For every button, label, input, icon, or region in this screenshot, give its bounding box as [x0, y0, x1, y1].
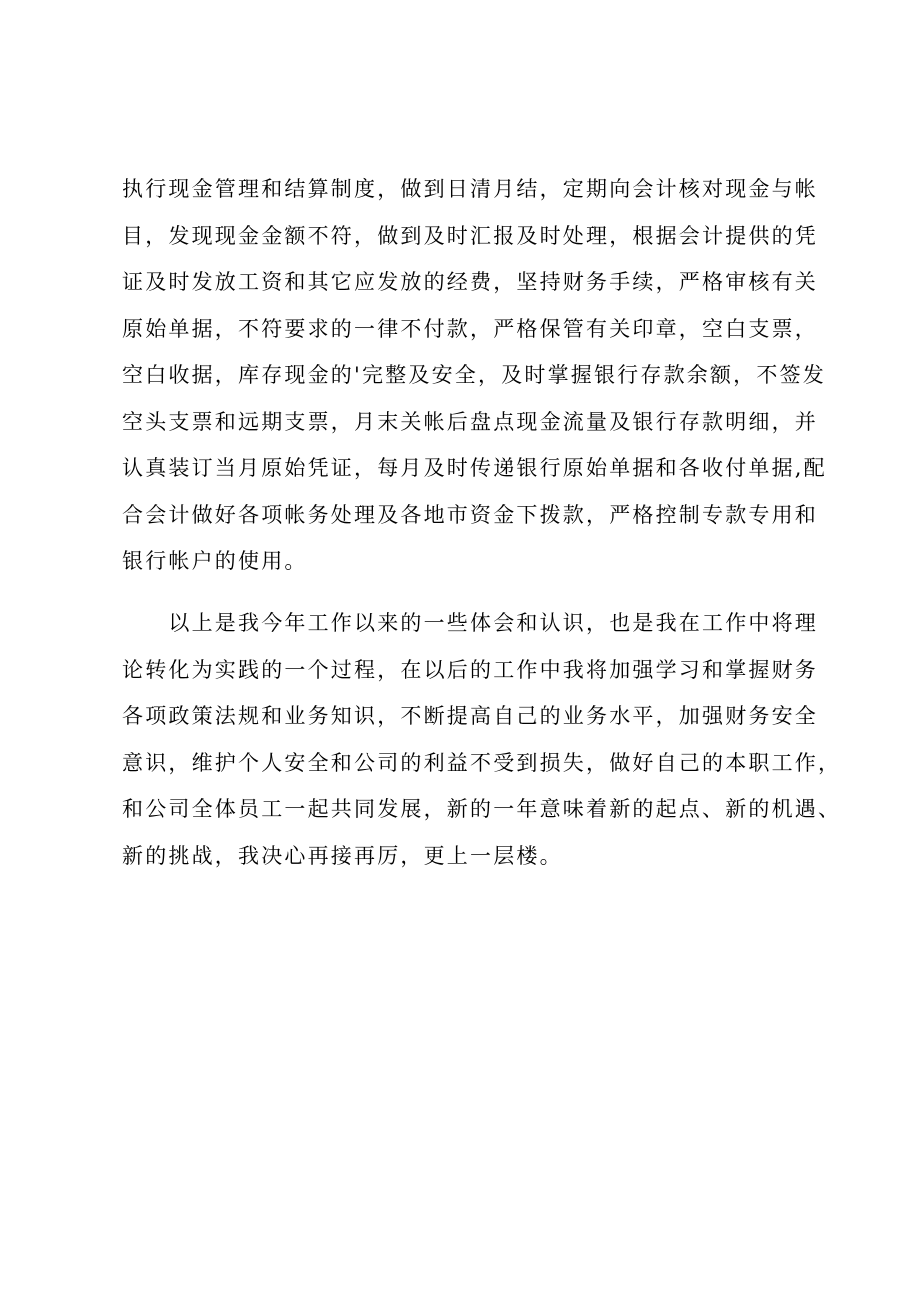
paragraph-line: 论转化为实践的一个过程，在以后的工作中我将加强学习和掌握财务	[122, 657, 818, 682]
paragraph-line: 新的挑战，我决心再接再厉，更上一层楼。	[122, 843, 563, 868]
paragraph-conclusion	[122, 600, 842, 879]
paragraph-line: 意识，维护个人安全和公司的利益不受到损失，做好自己的本职工作，	[122, 750, 842, 775]
paragraph-line: 和公司全体员工一起共同发展，新的一年意味着新的起点、新的机遇、	[122, 797, 842, 821]
paragraph-line: 空白收据，库存现金的'完整及安全，及时掌握银行存款余额，不签发	[122, 363, 826, 387]
paragraph-line: 证及时发放工资和其它应发放的经费，坚持财务手续，严格审核有关	[122, 270, 818, 294]
paragraph-line: 目，发现现金金额不符，做到及时汇报及时处理，根据会计提供的凭	[122, 223, 818, 248]
paragraph-cash-management	[122, 166, 842, 585]
paragraph-line: 原始单据，不符要求的一律不付款，严格保管有关印章，空白支票，	[122, 316, 818, 341]
paragraph-line: 各项政策法规和业务知识，不断提高自己的业务水平，加强财务安全	[122, 704, 818, 728]
paragraph-line: 认真装订当月原始凭证，每月及时传递银行原始单据和各收付单据,配	[122, 456, 827, 480]
paragraph-line: 合会计做好各项帐务处理及各地市资金下拨款，严格控制专款专用和	[122, 502, 818, 527]
paragraph-line: 银行帐户的使用。	[122, 549, 308, 573]
paragraph-line: 空头支票和远期支票，月末关帐后盘点现金流量及银行存款明细，并	[122, 409, 818, 434]
paragraph-line: 以上是我今年工作以来的一些体会和认识，也是我在工作中将理	[122, 611, 818, 635]
paragraph-line: 执行现金管理和结算制度，做到日清月结，定期向会计核对现金与帐	[122, 177, 818, 201]
